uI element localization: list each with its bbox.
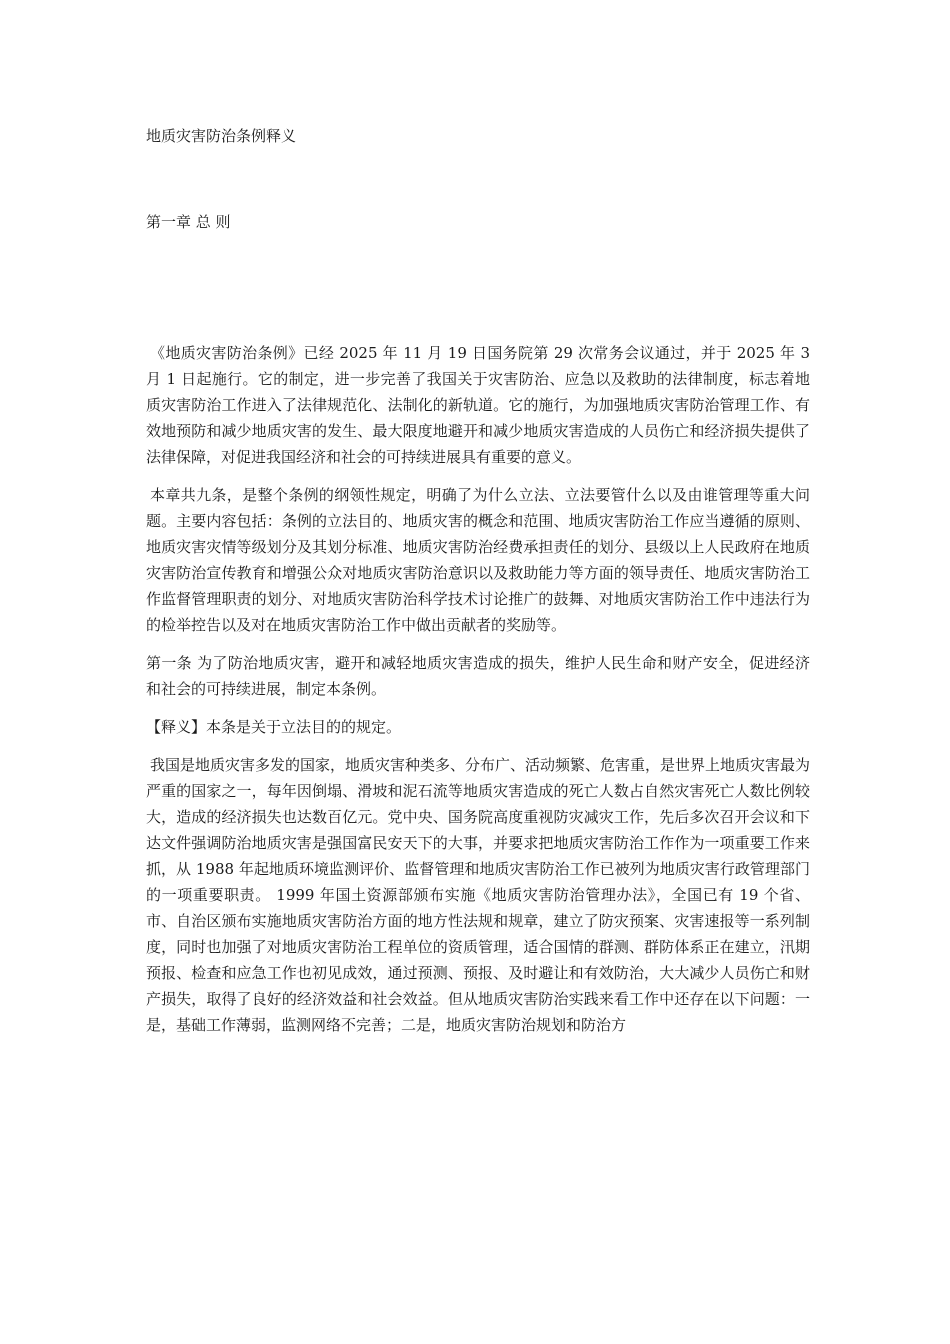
document-body	[146, 340, 810, 1050]
paragraph-background: 我国是地质灾害多发的国家，地质灾害种类多、分布广、活动频繁、危害重，是世界上地质灾害最为严重的国家之一，每年因倒塌、滑坡和泥石流等地质灾害造成的死亡人数占自然灾害死亡人数比例较大，造成的经济损失也达数百亿元。党中央、国务院高度重视防灾减灾工作，先后多次召开会议和下达文件强调防治地质灾害是强国富民安天下的大事，并要求把地质灾害防治工作作为一项重要工作来抓，从 1988 年起地质环境监测评价、监督管理和地质灾害防治工作已被列为地质灾害行政管理部门的一项重要职责。 1999 年国土资源部颁布实施《地质灾害防治管理办法》，全国已有 19 个省、市、自治区颁布实施地质灾害防治方面的地方性法规和规章，建立了防灾预案、灾害速报等一系列制度，同时也加强了对地质灾害防治工程单位的资质管理，适合国情的群测、群防体系正在建立，汛期预报、检查和应急工作也初见成效，通过预测、预报、及时避让和有效防治，大大减少人员伤亡和财产损失，取得了良好的经济效益和社会效益。但从地质灾害防治实践来看工作中还存在以下问题：一是，基础工作薄弱，监测网络不完善；二是，地质灾害防治规划和防治方	[146, 756, 811, 1034]
paragraph-intro: 《地质灾害防治条例》已经 2025 年 11 月 19 日国务院第 29 次常务会议通过，并于 2025 年 3 月 1 日起施行。它的制定，进一步完善了我国关于灾害防治、应急以及救助的法律制度，标志着地质灾害防治工作进入了法律规范化、法制化的新轨道。它的施行，为加强地质灾害防治管理工作、有效地预防和减少地质灾害的发生、最大限度地避开和减少地质灾害造成的人员伤亡和经济损失提供了法律保障，对促进我国经济和社会的可持续进展具有重要的意义。	[146, 344, 810, 466]
document-title: 地质灾害防治条例释义	[146, 127, 297, 145]
chapter-heading: 第一章 总 则	[146, 213, 231, 231]
paragraph-interpretation: 【释义】本条是关于立法目的的规定。	[146, 718, 402, 736]
paragraph-chapter-summary: 本章共九条，是整个条例的纲领性规定，明确了为什么立法、立法要管什么以及由谁管理等重大问题。主要内容包括：条例的立法目的、地质灾害的概念和范围、地质灾害防治工作应当遵循的原则、地质灾害灾情等级划分及其划分标准、地质灾害防治经费承担责任的划分、县级以上人民政府在地质灾害防治宣传教育和增强公众对地质灾害防治意识以及救助能力等方面的领导责任、地质灾害防治工作监督管理职责的划分、对地质灾害防治科学技术讨论推广的鼓舞、对地质灾害防治工作中违法行为的检举控告以及对在地质灾害防治工作中做出贡献者的奖励等。	[146, 486, 810, 634]
paragraph-article-1: 第一条 为了防治地质灾害，避开和减轻地质灾害造成的损失，维护人民生命和财产安全，促进经济和社会的可持续进展，制定本条例。	[146, 654, 810, 698]
